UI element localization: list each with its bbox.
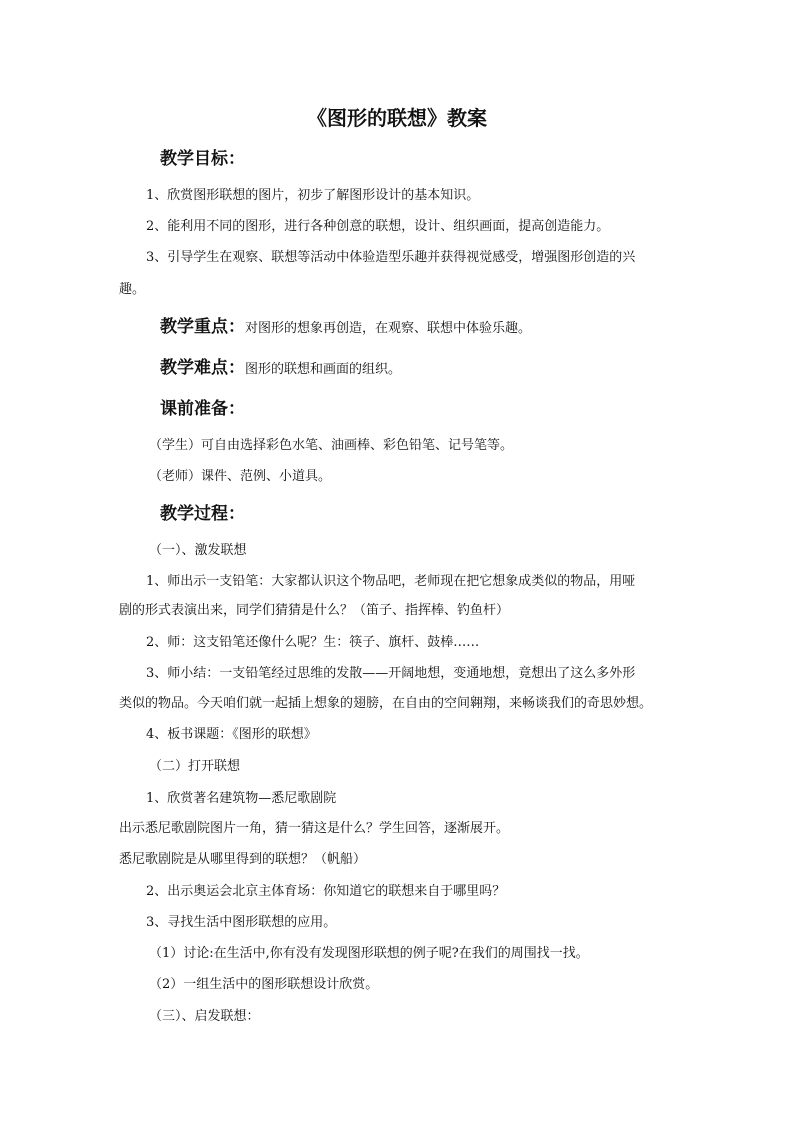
difficulties-row <box>160 356 401 382</box>
process-line: 2、师：这支铅笔还像什么呢？生：筷子、旗杆、鼓棒…… <box>146 635 480 650</box>
objective-item: 2、能利用不同的图形，进行各种创意的联想，设计、组织画面，提高创造能力。 <box>146 219 610 234</box>
process-line: 出示悉尼歌剧院图片一角，猜一猜这是什么？学生回答，逐渐展开。 <box>119 821 510 836</box>
difficulties-text: 图形的联想和画面的组织。 <box>245 362 402 377</box>
key-points-heading: 教学重点： <box>160 317 245 337</box>
process-line: （三）、启发联想： <box>149 1009 260 1024</box>
preparation-heading: 课前准备： <box>160 399 245 419</box>
objectives-heading: 教学目标： <box>160 149 245 169</box>
process-line: 3、寻找生活中图形联想的应用。 <box>146 915 337 930</box>
process-line: 2、出示奥运会北京主体育场：你知道它的联想来自于哪里吗？ <box>146 884 506 899</box>
process-line: （一）、激发联想 <box>149 543 247 558</box>
process-line: 悉尼歌剧院是从哪里得到的联想？（帆船） <box>119 852 367 867</box>
key-points-text: 对图形的想象再创造，在观察、联想中体验乐趣。 <box>245 321 532 336</box>
process-line: （2）一组生活中的图形联想设计欣赏。 <box>149 977 379 992</box>
process-line: 1、欣赏著名建筑物—悉尼歌剧院 <box>146 791 337 806</box>
objective-item-continuation: 趣。 <box>119 282 146 297</box>
process-line: （1）讨论:在生活中,你有没有发现图形联想的例子呢?在我们的周围找一找。 <box>149 946 589 961</box>
objective-item: 3、引导学生在观察、联想等活动中体验造型乐趣并获得视觉感受，增强图形创造的兴 <box>146 250 636 265</box>
process-line: （二）打开联想 <box>149 759 241 774</box>
process-line: 3、师小结：一支铅笔经过思维的发散——开阔地想，变通地想，竟想出了这么多外形 <box>146 666 636 681</box>
process-line: 类似的物品。今天咱们就一起插上想象的翅膀，在自由的空间翱翔，来畅谈我们的奇思妙想。 <box>119 696 653 711</box>
process-line: 4、板书课题：《图形的联想》 <box>146 727 317 742</box>
process-heading: 教学过程： <box>160 504 245 524</box>
difficulties-heading: 教学难点： <box>160 358 245 378</box>
process-line: 剧的形式表演出来，同学们猜猜是什么？（笛子、指挥棒、钓鱼杆） <box>119 603 510 618</box>
key-points-row <box>160 315 531 341</box>
preparation-item: （老师）课件、范例、小道具。 <box>149 469 332 484</box>
preparation-item: （学生）可自由选择彩色水笔、油画棒、彩色铅笔、记号笔等。 <box>149 438 514 453</box>
document-title: 《图形的联想》教案 <box>307 106 487 130</box>
process-line: 1、师出示一支铅笔：大家都认识这个物品吧，老师现在把它想象成类似的物品，用哑 <box>146 574 636 589</box>
objective-item: 1、欣赏图形联想的图片，初步了解图形设计的基本知识。 <box>146 188 480 203</box>
